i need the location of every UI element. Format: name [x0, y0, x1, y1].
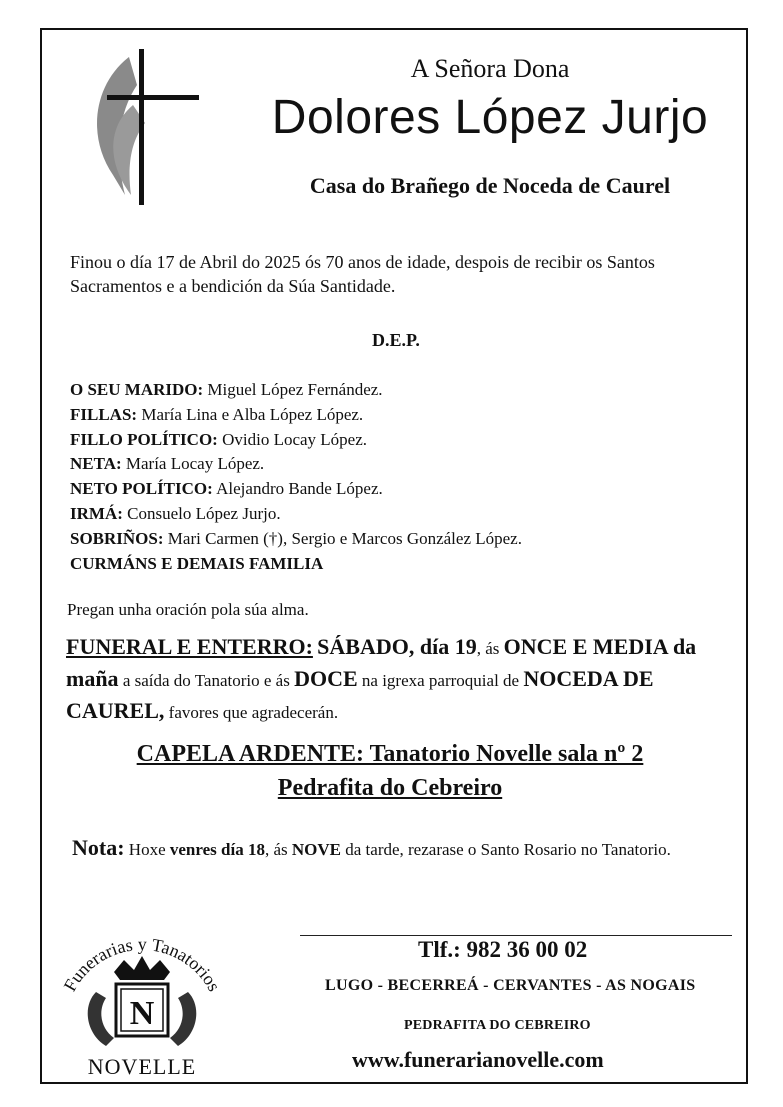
deceased-name: Dolores López Jurjo — [271, 91, 709, 144]
note-paragraph: Nota: Hoxe venres día 18, ás NOVE da tarde, rezarase o Santo Rosario no Tanatorio. — [72, 835, 671, 860]
cities-list: LUGO - BECERREÁ - CERVANTES - AS NOGAIS — [325, 977, 696, 994]
family-row: NETO POLÍTICO: Alejandro Bande López. — [70, 479, 383, 499]
funeral-label: FUNERAL E ENTERRO: — [66, 634, 313, 659]
honorific: A Señora Dona — [410, 54, 570, 83]
dep-text: D.E.P. — [372, 330, 420, 350]
cross-flame-icon — [85, 45, 205, 210]
family-row: FILLAS: María Lina e Alba López López. — [70, 404, 364, 424]
family-row: IRMÁ: Consuelo López Jurjo. — [70, 503, 281, 523]
family-row: CURMÁNS E DEMAIS FAMILIA — [70, 553, 324, 573]
note-label: Nota: — [72, 835, 125, 860]
chapel-line-2: Pedrafita do Cebreiro — [277, 775, 503, 801]
family-row: NETA: María Locay López. — [70, 454, 265, 474]
phone-number: Tlf.: 982 36 00 02 — [418, 937, 588, 962]
seal-letter: N — [129, 995, 155, 1032]
chapel-line-1: CAPELA ARDENTE: Tanatorio Novelle sala nº 2 — [136, 741, 644, 767]
prayer-request: Pregan unha oración pola súa alma. — [67, 600, 309, 619]
family-row: O SEU MARIDO: Miguel López Fernández. — [70, 380, 383, 399]
family-list — [70, 378, 522, 576]
seal-name: NOVELLE — [87, 1054, 197, 1079]
town-name: PEDRAFITA DO CEBREIRO — [404, 1018, 591, 1033]
seal-arc-text: Funerarias y Tanatorios — [59, 933, 225, 995]
website-link[interactable]: www.funerarianovelle.com — [352, 1047, 604, 1072]
chapel-info — [60, 737, 720, 805]
funeral-paragraph: FUNERAL E ENTERRO: SÁBADO, día 19, ás ONCE E MEDIA da maña a saída do Tanatorio e ás DOCE na igrexa parroquial de NOCEDA DE CAUREL, favores que agradecerán. — [66, 634, 697, 723]
family-row: SOBRIÑOS: Mari Carmen (†), Sergio e Marcos González López. — [70, 528, 522, 548]
novelle-seal-logo — [52, 922, 232, 1082]
family-row: FILLO POLÍTICO: Ovidio Locay López. — [70, 429, 368, 449]
footer-divider — [300, 935, 732, 936]
intro-paragraph: Finou o día 17 de Abril do 2025 ós 70 anos de idade, despois de recibir os Santos Sacramentos e a bendición da Súa Santidade. — [70, 252, 655, 296]
house-name: Casa do Brañego de Noceda de Caurel — [309, 173, 671, 198]
